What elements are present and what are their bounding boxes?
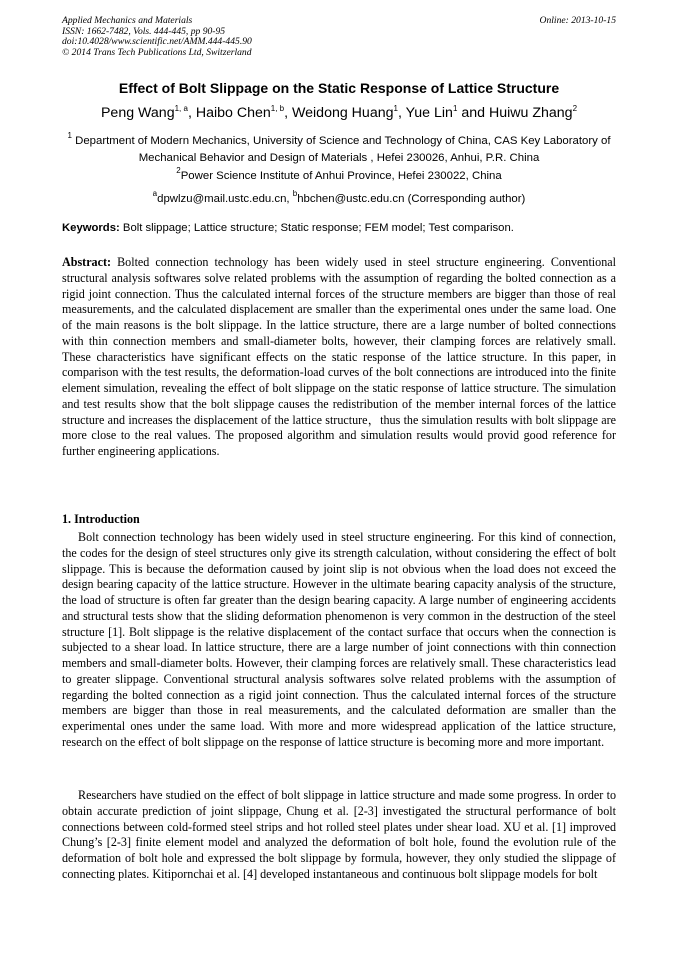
author-separator: ,: [397, 105, 406, 121]
affiliation-sup: 2: [176, 166, 181, 175]
abstract-label: Abstract:: [62, 255, 112, 269]
affiliation-1: [46, 133, 632, 167]
author-sup: 1, a: [174, 104, 188, 113]
keywords-text: Bolt slippage; Lattice structure; Static response; FEM model; Test comparison.: [119, 222, 514, 234]
author-name: Peng Wang: [100, 105, 175, 121]
affiliation-text: Department of Modern Mechanics, University of Science and Technology of China, CAS Key Laboratory of Mechanical Behavior and Design of Materials , Hefei 230026, Anhui, P.R. China: [75, 135, 611, 164]
email-a: dpwlzu@mail.ustc.edu.cn,: [157, 193, 293, 205]
affiliation-2: [46, 168, 632, 185]
copyright-line: © 2014 Trans Tech Publications Ltd, Switzerland: [62, 46, 252, 58]
email-line: [46, 191, 632, 207]
abstract: [62, 255, 616, 460]
author-separator: and: [457, 105, 489, 121]
author-separator: ,: [187, 105, 196, 121]
author-sup: 1, b: [270, 104, 285, 113]
author-sup: 1: [393, 104, 398, 113]
doi-line: doi:10.4028/www.scientific.net/AMM.444-445.90: [62, 36, 252, 48]
author-sup: 2: [572, 104, 578, 113]
intro-paragraph-2: Researchers have studied on the effect of bolt slippage in lattice structure and made some progress. In order to obtain accurate prediction of joint slippage, Chung et al. [2-3] investigated the structural performance of bolt connections between cold-formed steel strips and hot rolled steel plates under shear load. XU et al. [1] improved Chung’s [2-3] finite element model and analyzed the deformation of bolt hole, found the evolution rule of the deformation of bolt hole and expressed the bolt slippage by formula, however, they only studied the slippage of connecting plates. Kitipornchai et al. [4] developed instantaneous and continuous bolt slippage models for bolt: [62, 788, 616, 881]
email-sup: b: [292, 189, 298, 198]
author-sup: 1: [452, 104, 458, 113]
author-list: [30, 103, 648, 123]
section-heading: 1. Introduction: [62, 512, 140, 526]
issn-line: ISSN: 1662-7482, Vols. 444-445, pp 90-95: [62, 25, 226, 37]
abstract-text: Bolted connection technology has been widely used in steel structure engineering. Conventional structural analysis softwares solve related problems with the assumption of regarding the bolted connection as a rigid joint connection. Thus the calculated internal forces of the structure members are bigger than those of real measurements, and the calculated displacement are smaller than the experimental ones under the same load. One of the main reasons is the bolt slippage. In the lattice structure, there are a large number of bolted connections with thin connection members and small-diameter bolts, however, their clamping forces are relatively small. These characteristics have significant effects on the static response of the lattice structure. In this paper, in comparison with the test results, the deformation-load curves of the bolt connections are introduced into the finite element simulation, revealing the effect of bolt slippage on the static response of lattice structure. The simulation and test results show that the bolt slippage causes the redistribution of the member internal forces of the lattice structure and increases the displacement of the lattice structure，thus the simulation results with bolt slippage are more close to the real values. The proposed algorithm and simulation results would provid good reference for further engineering applications.: [62, 255, 616, 458]
email-sup: a: [152, 189, 158, 198]
author-name: Weidong Huang: [292, 105, 394, 121]
running-header: [62, 16, 616, 58]
author-name: Yue Lin: [405, 105, 453, 121]
keywords-label: Keywords:: [62, 222, 120, 234]
paper-title: Effect of Bolt Slippage on the Static Response of Lattice Structure: [118, 80, 560, 96]
online-date: Online: 2013-10-15: [539, 15, 616, 26]
author-name: Haibo Chen: [195, 105, 271, 121]
affiliation-sup: 1: [67, 131, 72, 140]
keywords: [62, 221, 616, 235]
affiliation-text: Power Science Institute of Anhui Province, Hefei 230022, China: [180, 170, 502, 182]
email-b: hbchen@ustc.edu.cn (Corresponding author): [297, 193, 526, 205]
journal-name: Applied Mechanics and Materials: [62, 15, 193, 26]
author-separator: ,: [284, 105, 292, 121]
intro-paragraph-1: Bolt connection technology has been widely used in steel structure engineering. For this kind of connection, the codes for the design of steel structures only give its strength calculation, without considering the effect of bolt slippage. This is because the deformation caused by joint slip is not obvious when the load does not exceed the design bearing capacity of the lattice structure. However in the ultimate bearing capacity analysis of the structure, the load of structure is often far greater than the design bearing capacity. A large number of engineering accidents and structural tests show that the sliding deformation phenomenon is very common in the destruction of the steel structure [1]. Bolt slippage is the relative displacement of the contact surface that occurs when the connection is subjected to a shear load. In lattice structure, there are a large number of joint connections with thin connection members and small-diameter bolts. However, their clamping forces are relatively small. These characteristics lead to greater slippage. Conventional structural analysis softwares solve related problems with the assumption of regarding the bolted connection as a rigid joint connection. Thus the calculated internal forces of the structure members are bigger than those in real measurements, and the calculated deformation are smaller than the experimental ones under the same load. With more and more widespread application of the lattice structure, research on the effect of bolt slippage on the response of lattice structure is becoming more and more important.: [62, 530, 616, 749]
author-name: Huiwu Zhang: [488, 105, 573, 121]
